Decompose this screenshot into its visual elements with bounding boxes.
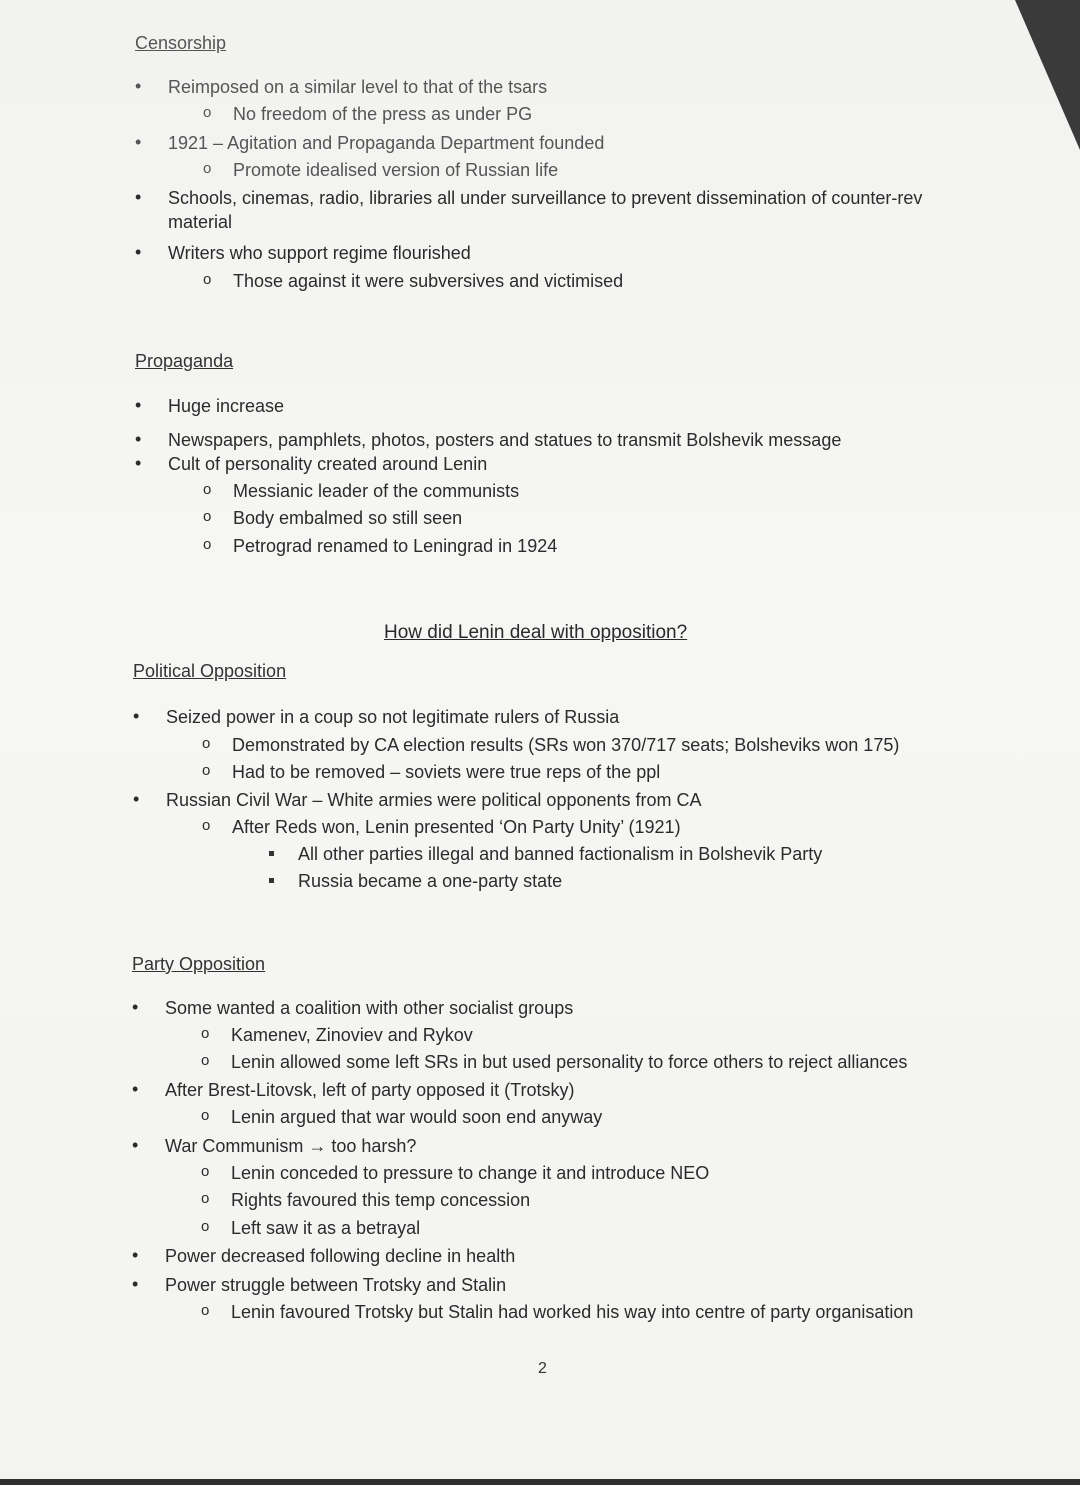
list-item: • Seized power in a coup so not legitimate rulers of Russia	[166, 707, 619, 728]
list-item: All other parties illegal and banned factionalism in Bolshevik Party	[298, 844, 823, 864]
list-item: • Power struggle between Trotsky and Stalin	[165, 1275, 506, 1296]
list-item: • Writers who support regime flourished	[168, 243, 471, 264]
list-item: o Promote idealised version of Russian life	[233, 160, 558, 181]
page-title: How did Lenin deal with opposition?	[384, 622, 688, 643]
list-item: o Kamenev, Zinoviev and Rykov	[231, 1025, 473, 1046]
page-corner-shadow	[1015, 0, 1080, 150]
list-item: • Power decreased following decline in health	[165, 1246, 515, 1267]
list-item: • 1921 – Agitation and Propaganda Department founded	[168, 133, 604, 154]
list-item-continuation: material	[168, 212, 233, 232]
list-item: o Rights favoured this temp concession	[231, 1190, 530, 1211]
page-bottom-edge	[0, 1479, 1080, 1485]
page-number: 2	[538, 1360, 547, 1377]
list-item: • War Communism → too harsh?	[165, 1136, 416, 1157]
list-item: o Lenin allowed some left SRs in but used personality to force others to reject alliances	[231, 1052, 907, 1073]
list-item: o Petrograd renamed to Leningrad in 1924	[233, 536, 557, 557]
list-item: Russia became a one-party state	[298, 871, 563, 891]
list-item: o Lenin argued that war would soon end anyway	[231, 1107, 602, 1128]
list-item: • After Brest-Litovsk, left of party opposed it (Trotsky)	[165, 1080, 574, 1101]
section-heading-party-opposition: Party Opposition	[132, 954, 266, 974]
list-item: o Body embalmed so still seen	[233, 508, 462, 529]
list-item: • Huge increase	[168, 396, 284, 417]
list-item: • Cult of personality created around Lenin	[168, 454, 487, 475]
list-item: o Those against it were subversives and victimised	[233, 271, 623, 292]
list-item: • Schools, cinemas, radio, libraries all under surveillance to prevent dissemination of counter-rev	[168, 188, 922, 209]
section-heading-censorship: Censorship	[135, 33, 227, 53]
list-item: o After Reds won, Lenin presented ‘On Party Unity’ (1921)	[232, 817, 681, 838]
list-item: • Newspapers, pamphlets, photos, posters and statues to transmit Bolshevik message	[168, 430, 841, 451]
section-heading-political-opposition: Political Opposition	[133, 661, 287, 681]
list-item: o Demonstrated by CA election results (SRs won 370/717 seats; Bolsheviks won 175)	[232, 735, 899, 756]
section-heading-propaganda: Propaganda	[135, 351, 234, 371]
list-item: o Lenin conceded to pressure to change it and introduce NEO	[231, 1163, 709, 1184]
list-item: o No freedom of the press as under PG	[233, 104, 532, 125]
list-item: • Russian Civil War – White armies were political opponents from CA	[166, 790, 702, 811]
list-item: o Left saw it as a betrayal	[231, 1218, 420, 1239]
list-item: o Had to be removed – soviets were true reps of the ppl	[232, 762, 660, 783]
list-item: o Lenin favoured Trotsky but Stalin had worked his way into centre of party organisation	[231, 1302, 913, 1323]
list-item: • Reimposed on a similar level to that of the tsars	[168, 77, 547, 98]
list-item: • Some wanted a coalition with other socialist groups	[165, 998, 573, 1019]
list-item: o Messianic leader of the communists	[233, 481, 519, 502]
